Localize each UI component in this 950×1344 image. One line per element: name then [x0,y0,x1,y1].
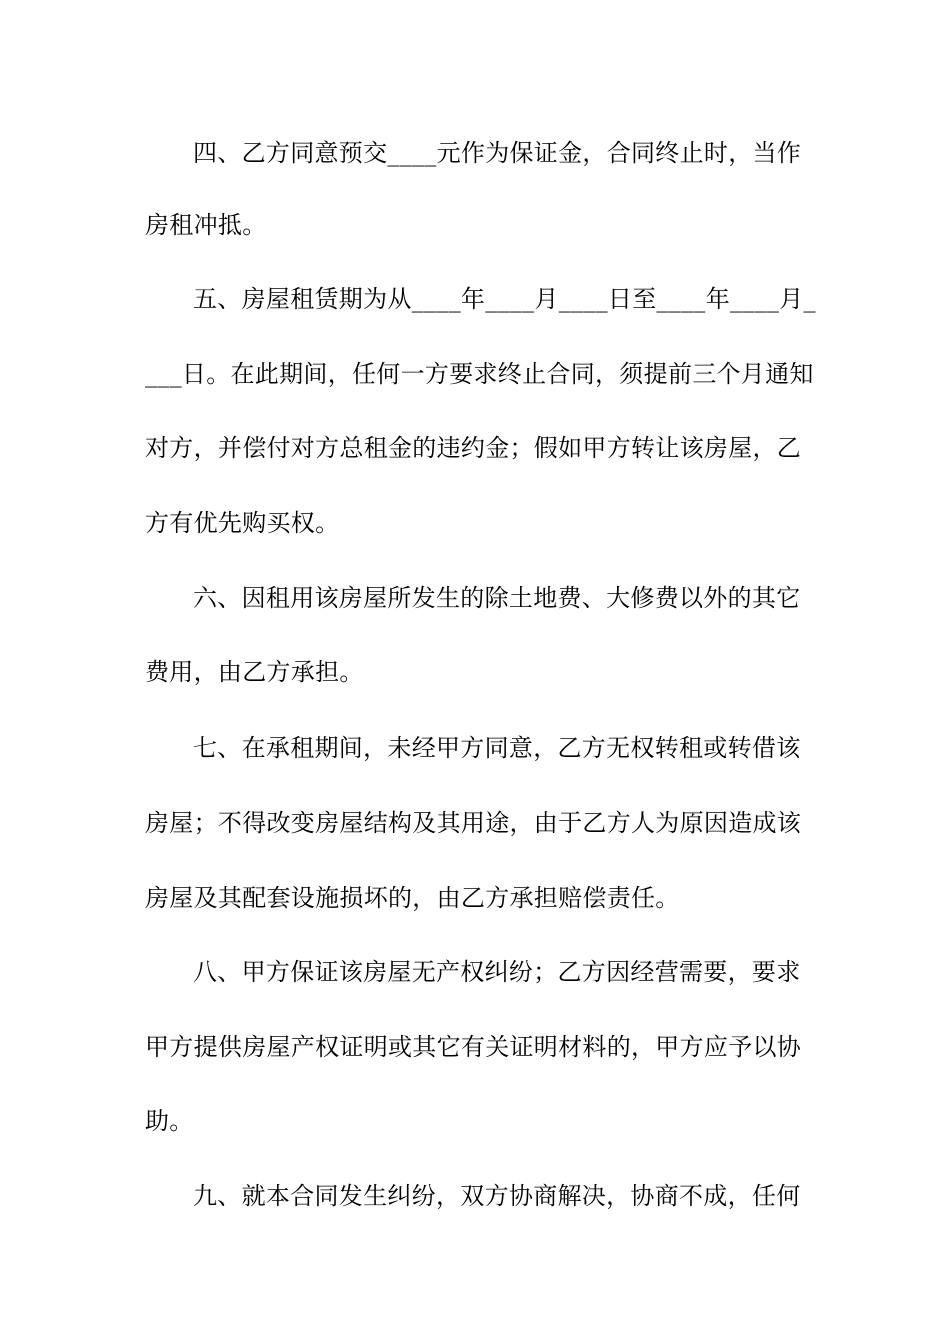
clause-8-line-1: 八、甲方保证该房屋无产权纠纷；乙方因经营需要，要求 [193,958,801,986]
clause-7-line-2: 房屋；不得改变房屋结构及其用途，由于乙方人为原因造成该 [145,809,802,837]
clause-5-line-4: 方有优先购买权。 [145,509,340,537]
clause-7-line-1: 七、在承租期间，未经甲方同意，乙方无权转租或转借该 [193,734,801,762]
clause-5-line-1: 五、房屋租赁期为从____年____月____日至____年____月_ [193,285,816,313]
clause-6-line-2: 费用，由乙方承担。 [145,658,364,686]
clause-8-line-3: 助。 [145,1107,194,1135]
clause-6-line-1: 六、因租用该房屋所发生的除土地费、大修费以外的其它 [193,584,801,612]
clause-7-line-3: 房屋及其配套设施损坏的，由乙方承担赔偿责任。 [145,884,680,912]
clause-5-line-2: ___日。在此期间，任何一方要求终止合同，须提前三个月通知 [145,360,814,388]
clause-5-line-3: 对方，并偿付对方总租金的违约金；假如甲方转让该房屋，乙 [145,434,802,462]
clause-4-line-1: 四、乙方同意预交____元作为保证金，合同终止时，当作 [193,139,802,167]
clause-9-line-1: 九、就本合同发生纠纷，双方协商解决，协商不成，任何 [193,1182,801,1210]
clause-8-line-2: 甲方提供房屋产权证明或其它有关证明材料的，甲方应予以协 [145,1033,802,1061]
clause-4-line-2: 房租冲抵。 [145,211,267,239]
